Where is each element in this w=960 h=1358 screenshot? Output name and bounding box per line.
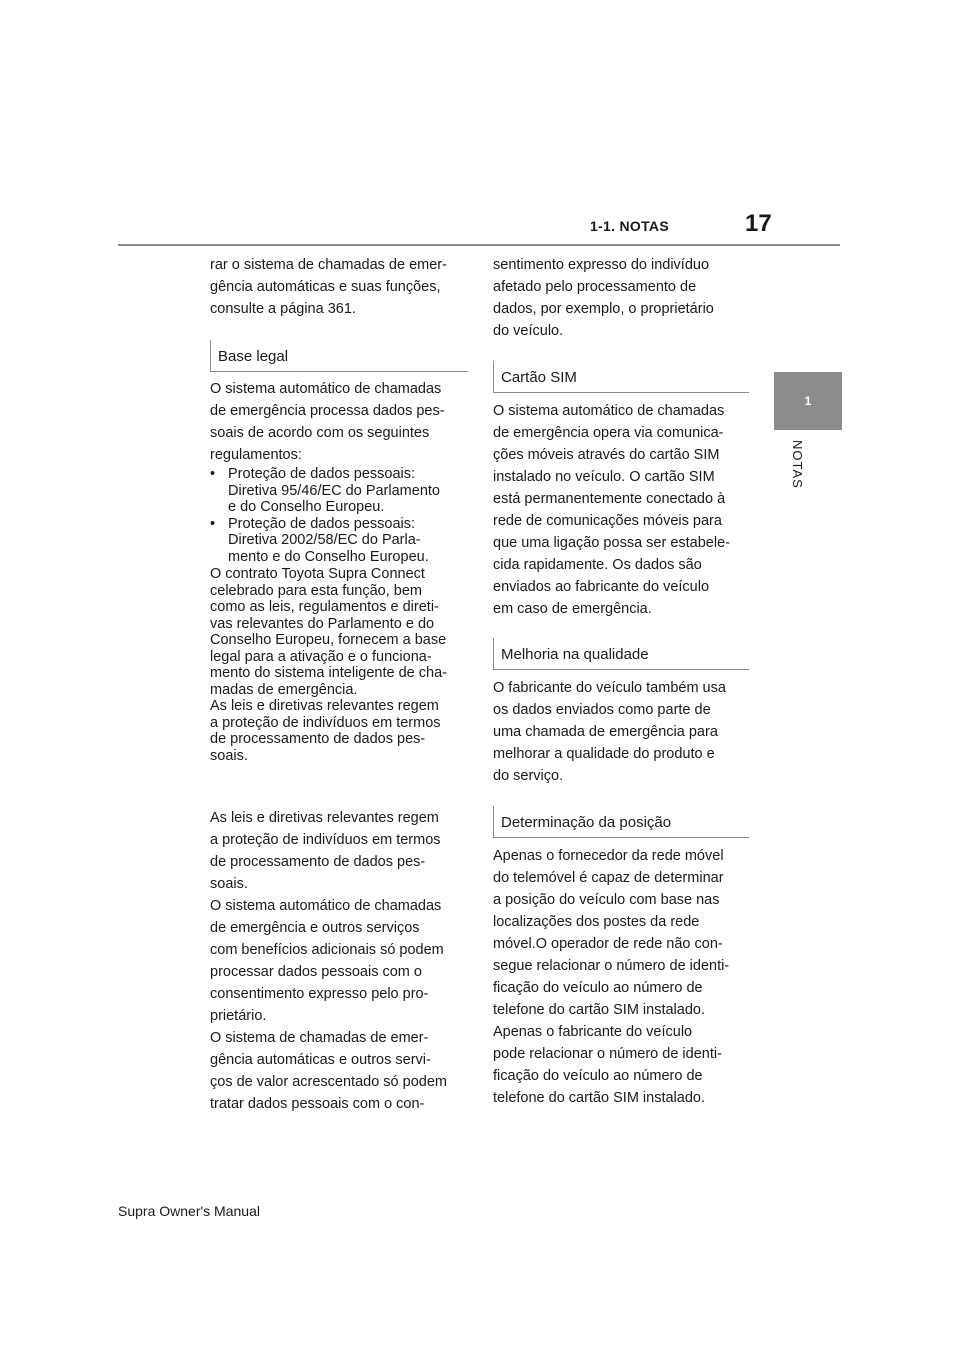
list-item: • Proteção de dados pessoais: Diretiva 95/46/EC do Parlamento e do Conselho Europeu. [210,466,468,516]
contract-paragraph: O contrato Toyota Supra Connect celebrado para esta função, bem como as leis, regulamentos e direti- vas relevantes do Parlamento e do Conselho Europeu, fornecem a base legal para a ativação e o funciona- mento do sistema inteligente de cha- madas de emergência. As leis e diretivas relevantes regem a proteção de indivíduos em termos de processamento de dados pes- soais. [210,566,447,764]
heading-base-legal: Base legal [210,340,468,372]
regulations-list [210,466,468,565]
page-number: 17 [745,210,772,237]
position-paragraph: Apenas o fornecedor da rede móvel do telemóvel é capaz de determinar a posição do veículo com base nas localizações dos postes da rede móvel.O operador de rede não con- segue relacionar o número de identi- ficação do veículo ao número de telefone do cartão SIM instalado. Apenas o fabricante do veículo pode relacionar o número de identi- ficação do veículo ao número de telefone do cartão SIM instalado. [493,848,730,1106]
chapter-number: 1 [804,394,812,408]
heading-cartao-sim: Cartão SIM [493,361,749,393]
laws-paragraph: As leis e diretivas relevantes regem a proteção de indivíduos em termos de processamento de dados pes- soais. [210,810,441,892]
sim-card-paragraph: O sistema automático de chamadas de emergência opera via comunica- ções móveis através do cartão SIM instalado no veículo. O cartão SIM está permanentemente conectado à rede de comunicações móveis para que uma ligação possa ser estabele- cida rapidamente. Os dados são enviados ao fabricante do veículo em caso de emergência. [493,403,730,617]
consent-paragraph: O sistema automático de chamadas de emergência e outros serviços com benefícios adicionais só podem processar dados pessoais com o consentimento expresso pelo pro- prietário. O sistema de chamadas de emer- gência automáticas e outros servi- ços de valor acrescentado só podem tratar dados pessoais com o con- [210,898,447,1112]
quality-paragraph: O fabricante do veículo também usa os dados enviados como parte de uma chamada de emergência para melhorar a qualidade do produto e do serviço. [493,680,726,784]
section-label: 1-1. NOTAS [590,218,669,234]
left-intro-paragraph: rar o sistema de chamadas de emer- gência automáticas e suas funções, consulte a página 361. [210,257,447,317]
chapter-tab [774,372,842,430]
base-legal-paragraph: O sistema automático de chamadas de emergência processa dados pes- soais de acordo com os seguintes regulamentos: [210,381,445,463]
footer-manual-title: Supra Owner's Manual [118,1203,260,1219]
heading-melhoria-qualidade: Melhoria na qualidade [493,638,749,670]
header-rule [118,244,840,246]
right-intro-paragraph: sentimento expresso do indivíduo afetado pelo processamento de dados, por exemplo, o proprietário do veículo. [493,257,714,339]
list-item: • Proteção de dados pessoais: Diretiva 2002/58/EC do Parla- mento e do Conselho Europeu. [210,516,468,566]
heading-determinacao-posicao: Determinação da posição [493,806,749,838]
chapter-side-label: NOTAS [790,440,805,489]
